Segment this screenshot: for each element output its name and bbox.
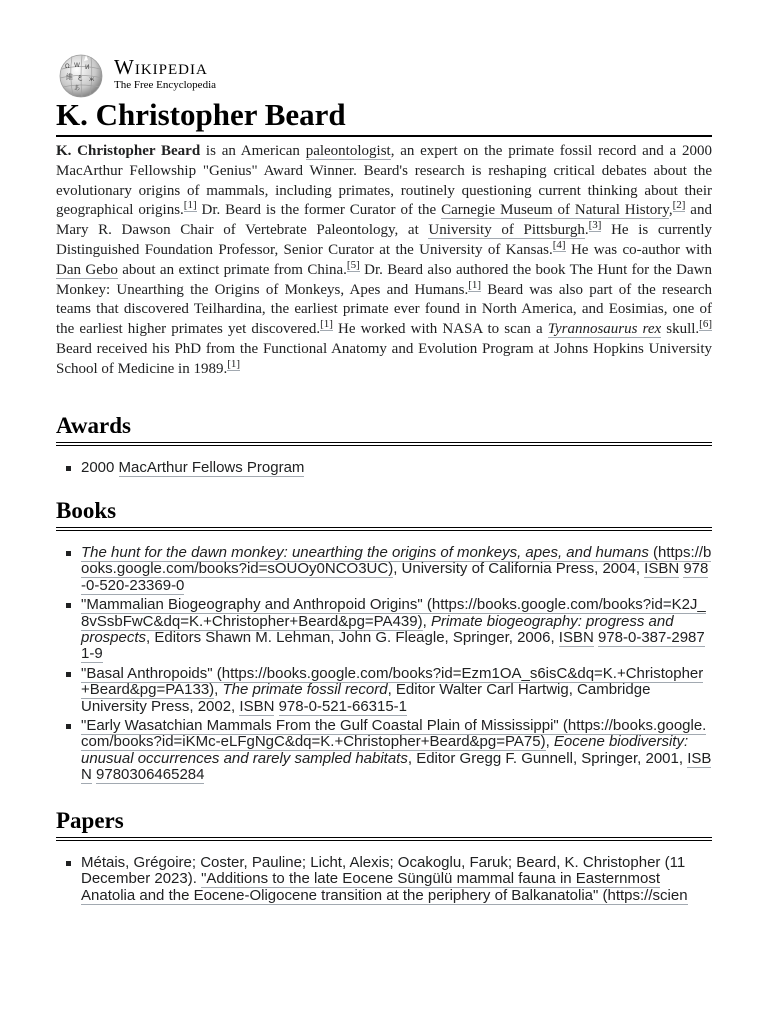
page-title: K. Christopher Beard [56,96,712,137]
globe-glyph: W [74,62,80,69]
books-list [56,545,712,787]
citation[interactable] [347,259,360,272]
citation-link[interactable]: [5] [346,258,360,271]
text: Beard received his PhD from the Functional Anatomy and Evolution Program at Johns Hopkins University School of Medicine in 1989. [56,340,712,377]
text: skull. [661,321,700,338]
text: , an expert on the primate fossil record and a 2000 MacArthur Fellowship "Genius" Award Winner. Beard's research is reshaping critical debates about the evolutionary origins of mammals, including primates, routinely questioning current thinking about their geographical origins. [56,143,712,219]
lead-paragraph [56,142,712,380]
text: Dr. Beard is the former Curator of the [196,202,442,219]
wordmark-tagline: The Free Encyclopedia [114,79,217,91]
book-series: The primate fossil record [222,681,388,699]
citation-link[interactable]: [1] [183,199,197,212]
citation[interactable] [699,318,712,331]
separator: , [214,681,223,699]
isbn-link[interactable]: ISBN [558,629,594,647]
book-url: (https://books.google.com/books?id=iKMc-eLFgNgC&dq=K.+Christopher+Beard&pg=PA75) [81,717,707,751]
text: is an American [200,143,306,159]
isbn-link[interactable]: ISBN [644,560,680,578]
link-macarthur-fellows-program[interactable]: MacArthur Fellows Program [118,459,305,476]
site-header [56,54,356,98]
globe-glyph: 維 [66,73,73,81]
text: about an extinct primate from China. [117,261,347,278]
list-item [56,597,712,663]
subject-name: K. Christopher Beard [56,143,201,159]
globe-glyph: Ω [65,63,70,70]
book-series: Eocene biodiversity: unusual occurrences and rarely sampled habitats [81,733,689,767]
citation-link[interactable]: [2] [672,199,686,212]
papers-list [56,855,712,907]
paper-title: "Additions to the late Eocene Süngülü mammal fauna in Easternmost Anatolia and the Eocene-Oligocene transition at the periphery of Balkanatolia" [81,870,660,904]
citation[interactable] [673,199,686,212]
book-details: , Editor Gregg F. Gunnell, Springer, 2001, [407,749,688,767]
book-title: "Basal Anthropoids" [81,664,213,682]
wikipedia-globe-logo-icon[interactable] [56,54,106,98]
citation-link[interactable]: [1] [320,318,333,331]
text: . [584,222,589,239]
link-carnegie-museum[interactable]: Carnegie Museum of Natural History [441,202,669,219]
book-details: , Editor Walter Carl Hartwig, Cambridge University Press, 2002, [81,681,651,715]
citation-link[interactable]: [4] [552,238,566,251]
citation[interactable] [468,279,481,292]
isbn-number-link[interactable]: 9780306465284 [96,766,205,784]
section-heading-papers: Papers [56,807,712,841]
citation-link[interactable]: [1] [468,278,482,291]
book-title: "Early Wasatchian Mammals From the Gulf Coastal Plain of Mississippi" [81,717,559,735]
award-year: 2000 [81,459,119,476]
citation-link[interactable]: [3] [588,219,602,232]
citation[interactable] [227,358,240,371]
text: , [668,202,673,219]
isbn-link[interactable]: ISBN [81,749,712,784]
book-details: , Editors Shawn M. Lehman, John G. Fleagle, Springer, 2006, [146,629,559,647]
globe-glyph: ع [78,73,83,81]
wikipedia-wordmark[interactable] [114,56,216,91]
book-series: Primate biogeography: progress and prospects [81,612,674,647]
isbn-number-link[interactable]: 978-0-521-66315-1 [278,697,408,715]
globe-glyph: И [85,64,90,71]
separator: , [422,612,431,630]
book-title: "Mammalian Biogeography and Anthropoid Origins" [81,596,423,614]
text: Dr. Beard also authored the book The Hunt for the Dawn Monkey: Unearthing the Origins of Monkeys, Apes and Humans. [56,261,713,298]
citation[interactable] [553,239,566,252]
book-url: (https://books.google.com/books?id=K2J_8vSsbFwC&dq=K.+Christopher+Beard&pg=PA439) [81,596,706,630]
text: He was co-author with [565,241,712,258]
citation[interactable] [589,219,602,232]
paper-url: (https://scien [598,886,688,904]
list-item [56,666,712,715]
list-item [56,460,712,476]
text: He is currently Distinguished Foundation Professor, Senior Curator at the University of Kansas. [56,222,712,258]
link-dan-gebo[interactable]: Dan Gebo [56,261,118,278]
list-item [56,718,712,784]
link-tyrannosaurus-rex[interactable]: Tyrannosaurus rex [547,321,662,338]
isbn-number-link[interactable]: 978-0-387-29871-9 [81,629,705,663]
wordmark-title: Wikipedia [114,55,208,79]
paper-authors: Métais, Grégoire; Coster, Pauline; Licht, Alexis; Ocakoglu, Faruk; Beard, K. Christopher (11 December 2023). [81,854,686,888]
section-heading-awards: Awards [56,412,712,446]
isbn-link[interactable]: ISBN [239,697,275,715]
text: and Mary R. Dawson Chair of Vertebrate Paleontology, at [56,202,712,239]
globe-glyph: ж [89,76,95,83]
book-url: (https://books.google.com/books?id=Ezm1OA_s6isC&dq=K.+Christopher+Beard&pg=PA133) [81,664,704,699]
text: He worked with NASA to scan a [332,321,548,338]
separator: , [545,733,554,751]
link-paleontologist[interactable]: paleontologist [305,143,391,159]
citation[interactable] [184,199,197,212]
citation[interactable] [320,318,333,331]
awards-list [56,460,712,479]
book-title: The hunt for the dawn monkey: unearthing the origins of monkeys, apes, and humans [81,544,649,561]
citation-link[interactable]: [1] [227,357,241,370]
book-url: (https://books.google.com/books?id=sOUOy0NCO3UC) [81,544,712,578]
section-heading-books: Books [56,497,712,531]
citation-link[interactable]: [6] [699,318,712,331]
link-university-of-pittsburgh[interactable]: University of Pittsburgh [428,222,585,239]
list-item [56,545,712,594]
text: Beard was also part of the research teams that discovered Teilhardina, the earliest primate ever found in North America, and Eosimias, one of the earliest higher primates yet discovered. [56,281,712,338]
globe-glyph: あ [74,85,81,92]
isbn-number-link[interactable]: 978-0-520-23369-0 [81,560,709,594]
list-item [56,855,712,904]
book-details: , University of California Press, 2004, [393,560,645,578]
